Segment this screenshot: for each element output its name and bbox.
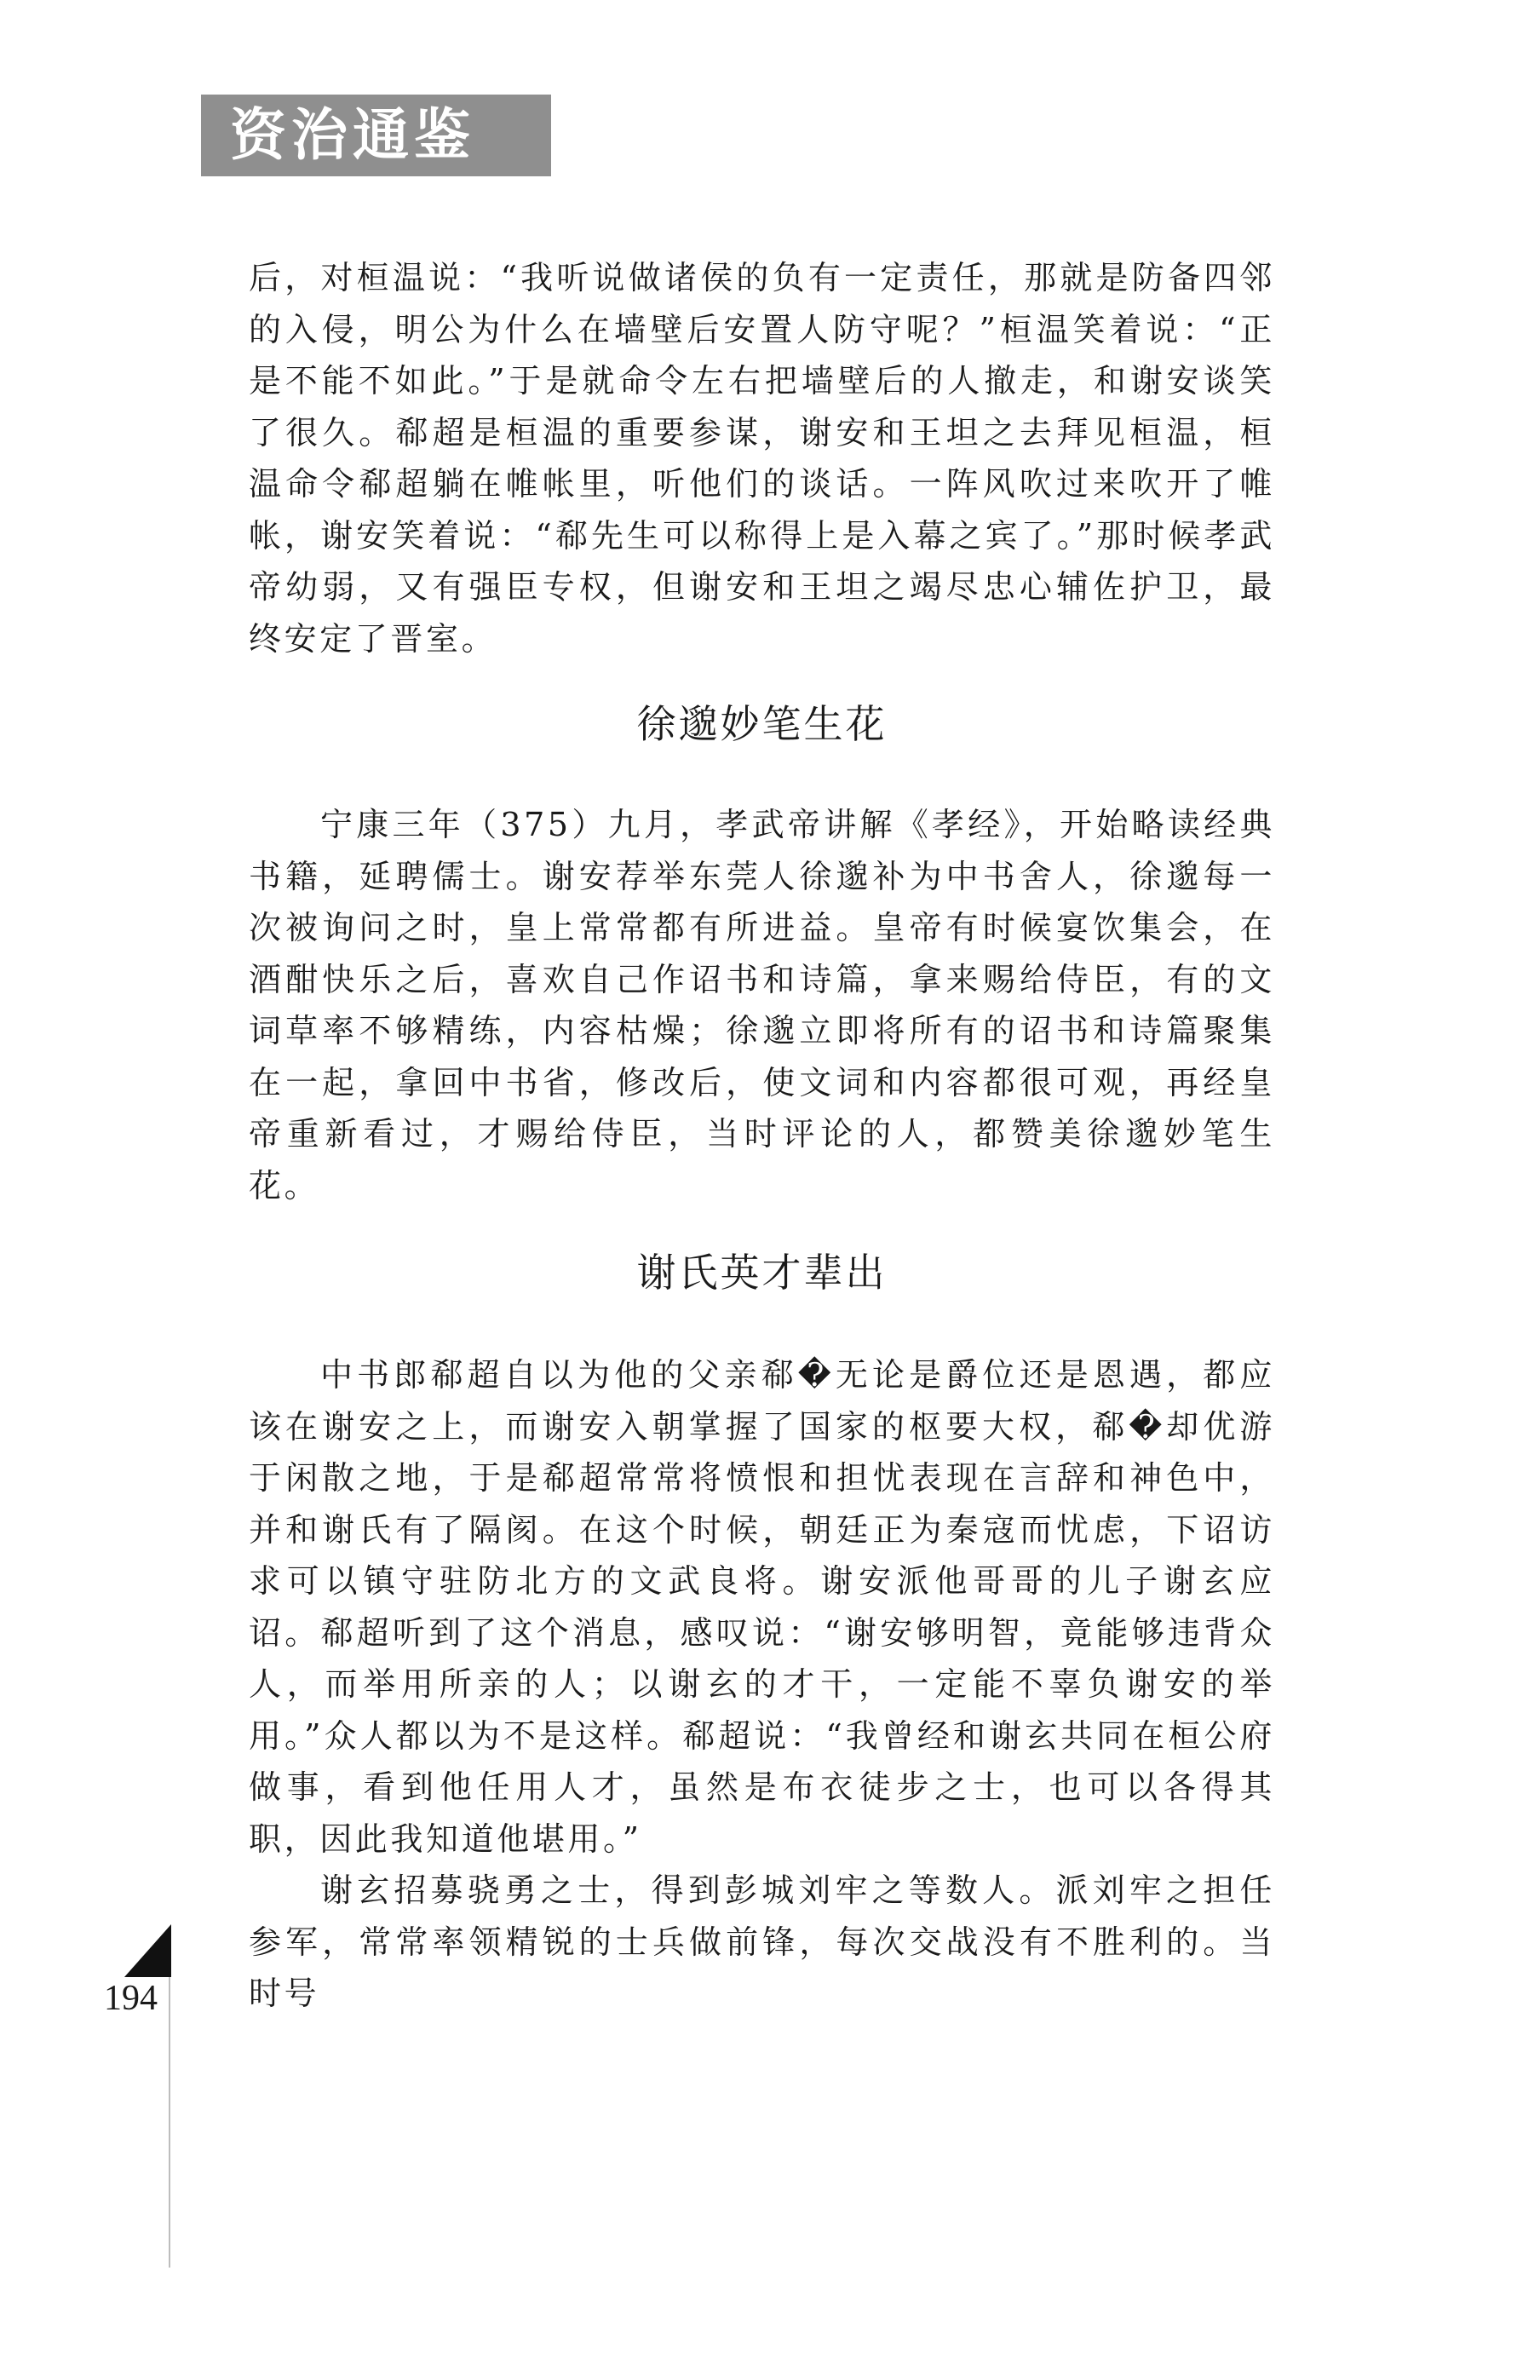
- section-paragraph: 宁康三年（375）九月，孝武帝讲解《孝经》，开始略读经典书籍，延聘儒士。谢安荐举东莞人徐邈补为中书舍人，徐邈每一次被询问之时，皇上常常都有所进益。皇帝有时候宴饮集会，在酒酣快乐之后，喜欢自己作诏书和诗篇，拿来赐给侍臣，有的文词草率不够精练，内容枯燥；徐邈立即将所有的诏书和诗篇聚集在一起，拿回中书省，修改后，使文词和内容都很可观，再经皇帝重新看过，才赐给侍臣，当时评论的人，都赞美徐邈妙笔生花。: [249, 806, 1275, 1204]
- page-corner-triangle: [124, 1924, 171, 1977]
- margin-rule: [169, 1976, 170, 2268]
- section-paragraph: 谢玄招募骁勇之士，得到彭城刘牢之等数人。派刘牢之担任参军，常常率领精锐的士兵做前锋，每次交战没有不胜利的。当时号: [249, 1871, 1275, 2012]
- page-body: [249, 252, 1275, 2020]
- page-number: 194: [104, 1979, 158, 2018]
- section-paragraph: 中书郎郗超自以为他的父亲郗�无论是爵位还是恩遇，都应该在谢安之上，而谢安入朝掌握了国家的枢要大权，郗�却优游于闲散之地，于是郗超常常将愤恨和担忧表现在言辞和神色中，并和谢氏有了隔阂。在这个时候，朝廷正为秦寇而忧虑，下诏访求可以镇守驻防北方的文武良将。谢安派他哥哥的儿子谢玄应诏。郗超听到了这个消息，感叹说：“谢安够明智，竟能够违背众人，而举用所亲的人；以谢玄的才干，一定能不辜负谢安的举用。”众人都以为不是这样。郗超说：“我曾经和谢玄共同在桓公府做事，看到他任用人才，虽然是布衣徒步之士，也可以各得其职，因此我知道他堪用。”: [249, 1356, 1275, 1858]
- intro-paragraph: 后，对桓温说：“我听说做诸侯的负有一定责任，那就是防备四邻的入侵，明公为什么在墙壁后安置人防守呢？”桓温笑着说：“正是不能不如此。”于是就命令左右把墙壁后的人撤走，和谢安谈笑了很久。郗超是桓温的重要参谋，谢安和王坦之去拜见桓温，桓温命令郗超躺在帷帐里，听他们的谈话。一阵风吹过来吹开了帷帐，谢安笑着说：“郗先生可以称得上是入幕之宾了。”那时候孝武帝幼弱，又有强臣专权，但谢安和王坦之竭尽忠心辅佐护卫，最终安定了晋室。: [249, 259, 1275, 658]
- section-heading-xie-clan: 谢氏英才辈出: [636, 1250, 888, 1296]
- book-title: 资治通鉴: [230, 102, 475, 168]
- section-heading-xu-miao: 徐邈妙笔生花: [636, 701, 888, 747]
